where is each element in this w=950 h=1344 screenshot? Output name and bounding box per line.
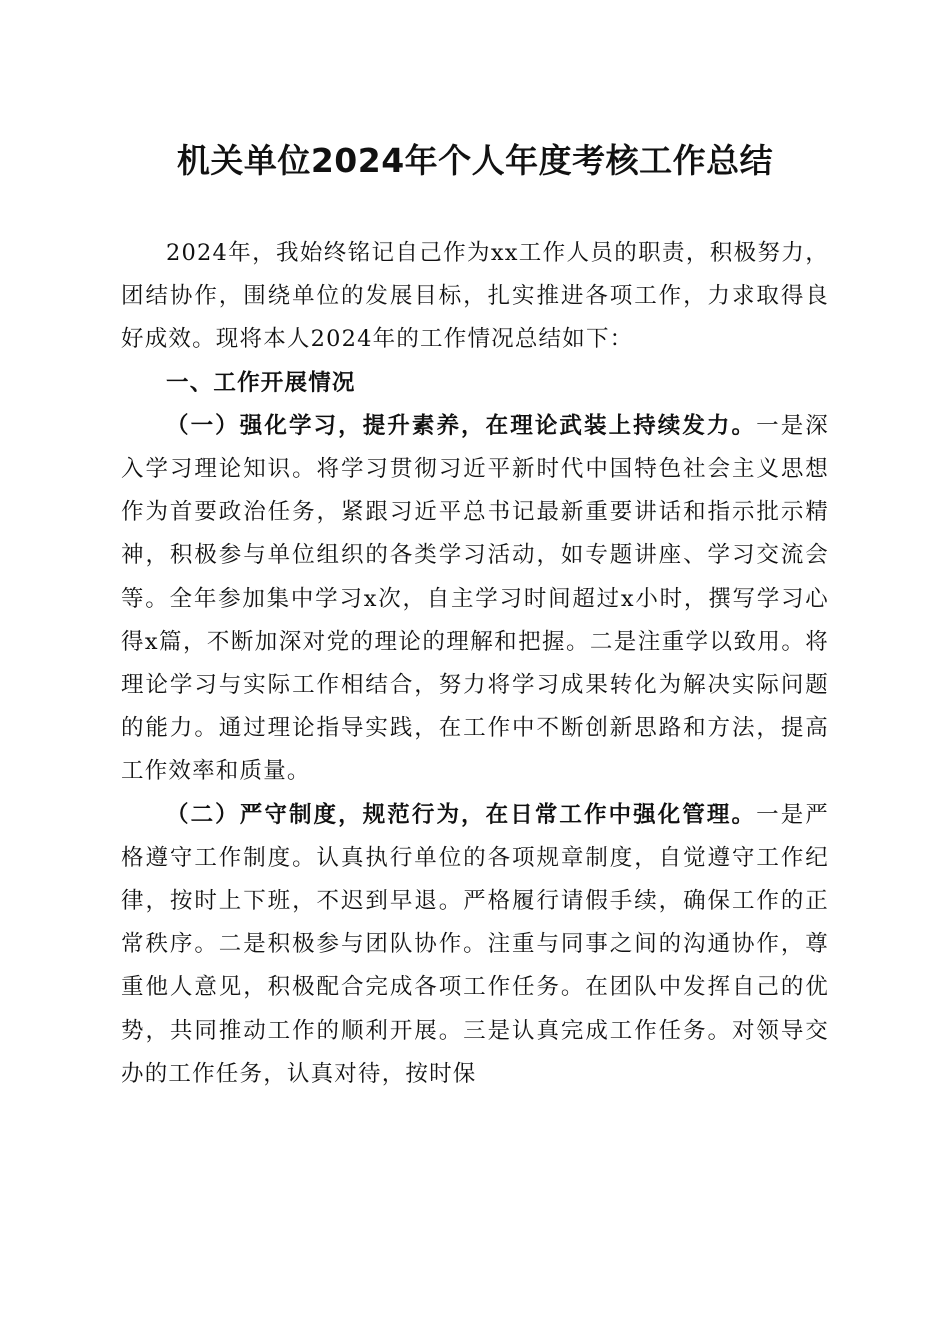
subsection-2-lead: （二）严守制度，规范行为，在日常工作中强化管理。 bbox=[166, 801, 757, 828]
subsection-1-paragraph bbox=[121, 405, 829, 794]
section-heading: 一、工作开展情况 bbox=[166, 369, 356, 396]
subsection-1-text: 一是深入学习理论知识。将学习贯彻习近平新时代中国特色社会主义思想作为首要政治任务，紧跟习近平总书记最新重要讲话和指示批示精神，积极参与单位组织的各类学习活动，如专题讲座、学习交流会等。全年参加集中学习x次，自主学习时间超过x小时，撰写学习心得x篇，不断加深对党的理论的理解和把握。二是注重学以致用。将理论学习与实际工作相结合，努力将学习成果转化为解决实际问题的能力。通过理论指导实践，在工作中不断创新思路和方法，提高工作效率和质量。 bbox=[121, 412, 829, 785]
document-title: 机关单位2024年个人年度考核工作总结 bbox=[176, 141, 774, 180]
subsection-2-text: 一是严格遵守工作制度。认真执行单位的各项规章制度，自觉遵守工作纪律，按时上下班，不迟到早退。严格履行请假手续，确保工作的正常秩序。二是积极参与团队协作。注重与同事之间的沟通协作，尊重他人意见，积极配合完成各项工作任务。在团队中发挥自己的优势，共同推动工作的顺利开展。三是认真完成工作任务。对领导交办的工作任务，认真对待，按时保 bbox=[121, 801, 829, 1087]
subsection-1-lead: （一）强化学习，提升素养，在理论武装上持续发力。 bbox=[166, 412, 757, 439]
subsection-2-paragraph bbox=[121, 794, 829, 1096]
document-body bbox=[121, 232, 829, 1096]
intro-paragraph: 2024年，我始终铭记自己作为xx工作人员的职责，积极努力，团结协作，围绕单位的发展目标，扎实推进各项工作，力求取得良好成效。现将本人2024年的工作情况总结如下： bbox=[121, 240, 829, 353]
